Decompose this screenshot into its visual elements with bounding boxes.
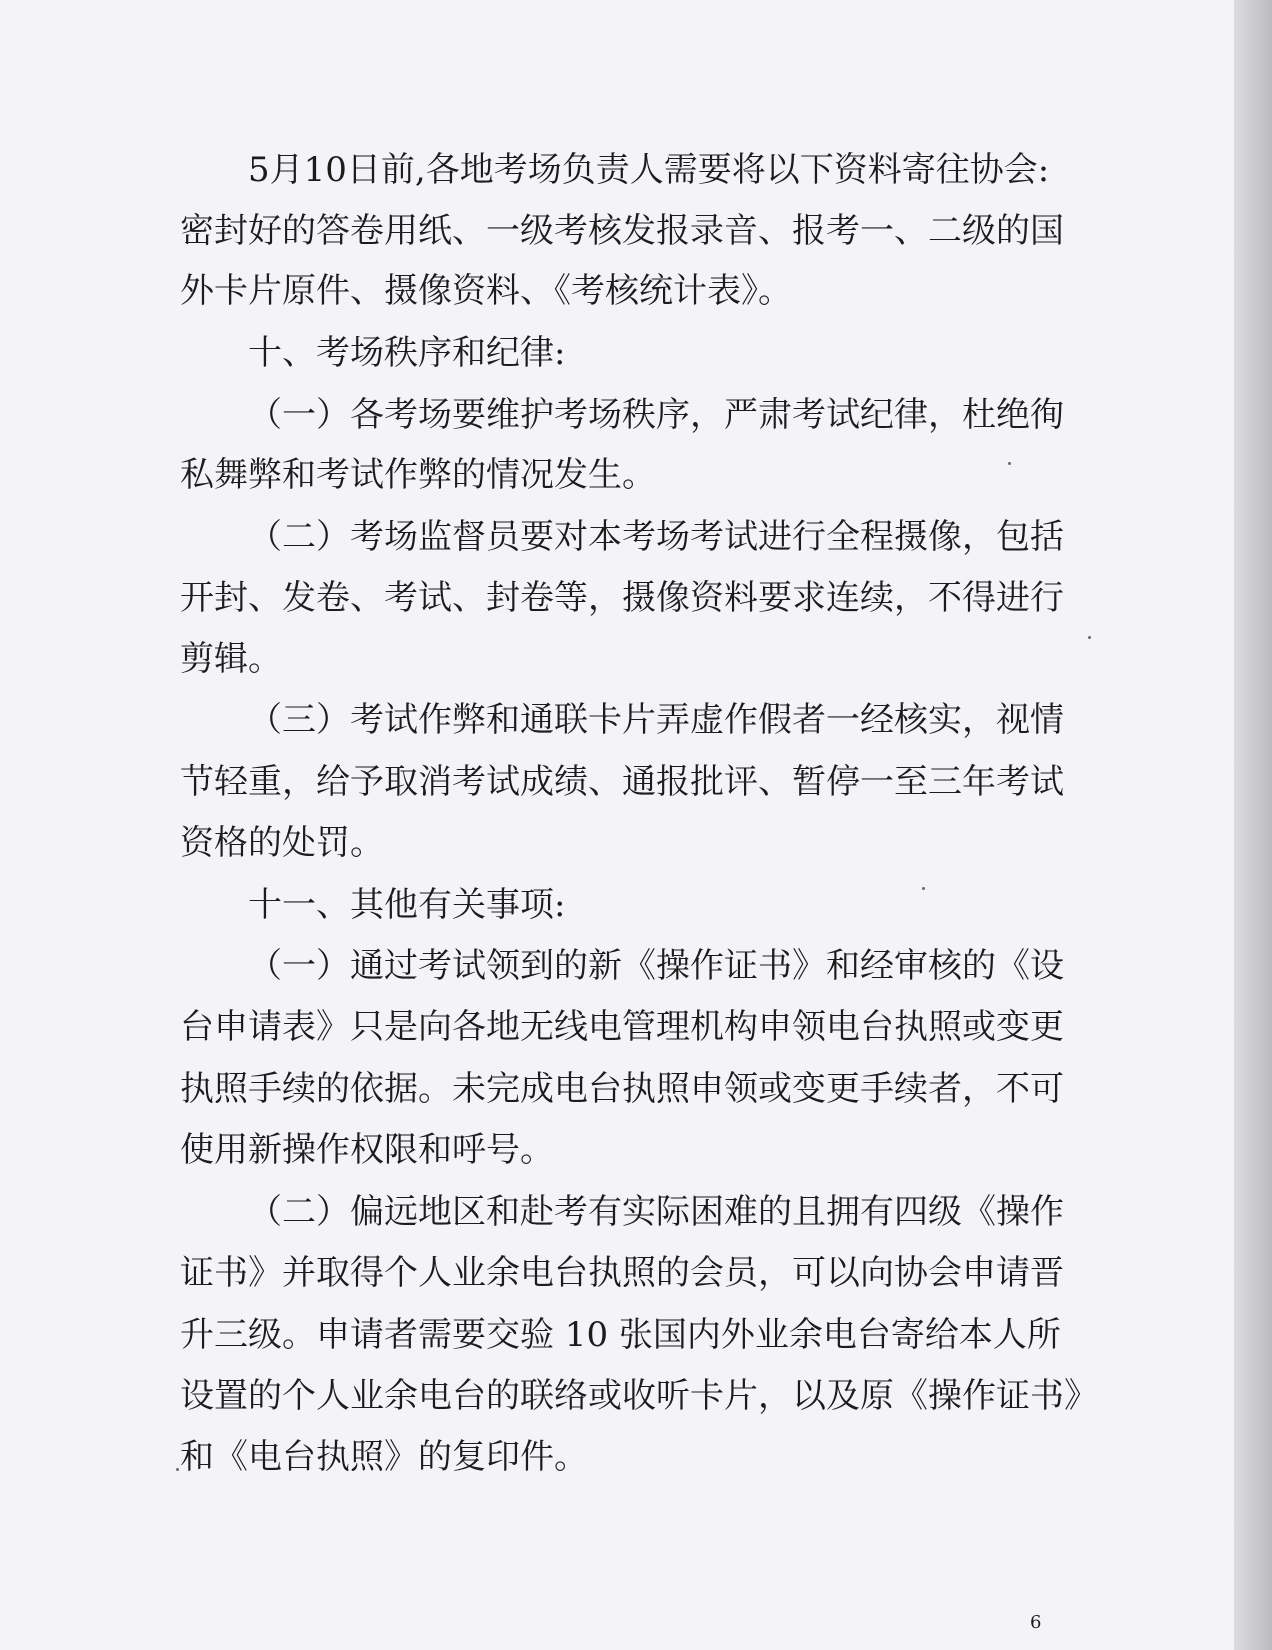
text-line: 开封、发卷、考试、封卷等，摄像资料要求连续，不得进行 xyxy=(180,578,1064,618)
scan-edge-shadow xyxy=(1234,0,1272,1650)
scan-speck xyxy=(922,887,925,890)
text-line: 执照手续的依据。未完成电台执照申领或变更手续者，不可 xyxy=(180,1069,1064,1109)
text-line: （二）考场监督员要对本考场考试进行全程摄像，包括 xyxy=(248,517,1064,557)
text-line: （三）考试作弊和通联卡片弄虚作假者一经核实，视情 xyxy=(248,700,1064,740)
text-line: 资格的处罚。 xyxy=(180,823,384,863)
text-line: 密封好的答卷用纸、一级考核发报录音、报考一、二级的国 xyxy=(180,211,1064,251)
section-heading: 十一、其他有关事项: xyxy=(248,885,566,925)
text-line: （一）通过考试领到的新《操作证书》和经审核的《设 xyxy=(248,946,1064,986)
scan-speck xyxy=(1088,636,1091,639)
text-line: 证书》并取得个人业余电台执照的会员，可以向协会申请晋 xyxy=(180,1253,1064,1293)
scan-speck xyxy=(176,1468,179,1471)
text-line: 剪辑。 xyxy=(180,639,282,679)
text-line: 和《电台执照》的复印件。 xyxy=(180,1437,588,1477)
text-line: （二）偏远地区和赴考有实际困难的且拥有四级《操作 xyxy=(248,1192,1064,1232)
text-line: 升三级。申请者需要交验 10 张国内外业余电台寄给本人所 xyxy=(180,1315,1061,1355)
page-number: 6 xyxy=(1030,1612,1042,1633)
text-line: 台申请表》只是向各地无线电管理机构申领电台执照或变更 xyxy=(180,1007,1064,1047)
section-heading: 十、考场秩序和纪律: xyxy=(248,333,566,373)
text-line: 5月10日前,各地考场负责人需要将以下资料寄往协会: xyxy=(248,150,1050,190)
text-line: 使用新操作权限和呼号。 xyxy=(180,1130,554,1170)
text-line: 节轻重，给予取消考试成绩、通报批评、暂停一至三年考试 xyxy=(180,762,1064,802)
text-line: 设置的个人业余电台的联络或收听卡片，以及原《操作证书》 xyxy=(180,1376,1098,1416)
text-line: （一）各考场要维护考场秩序，严肃考试纪律，杜绝徇 xyxy=(248,395,1064,435)
text-line: 私舞弊和考试作弊的情况发生。 xyxy=(180,455,656,495)
scan-speck xyxy=(1008,462,1011,465)
text-line: 外卡片原件、摄像资料、《考核统计表》。 xyxy=(180,271,792,311)
